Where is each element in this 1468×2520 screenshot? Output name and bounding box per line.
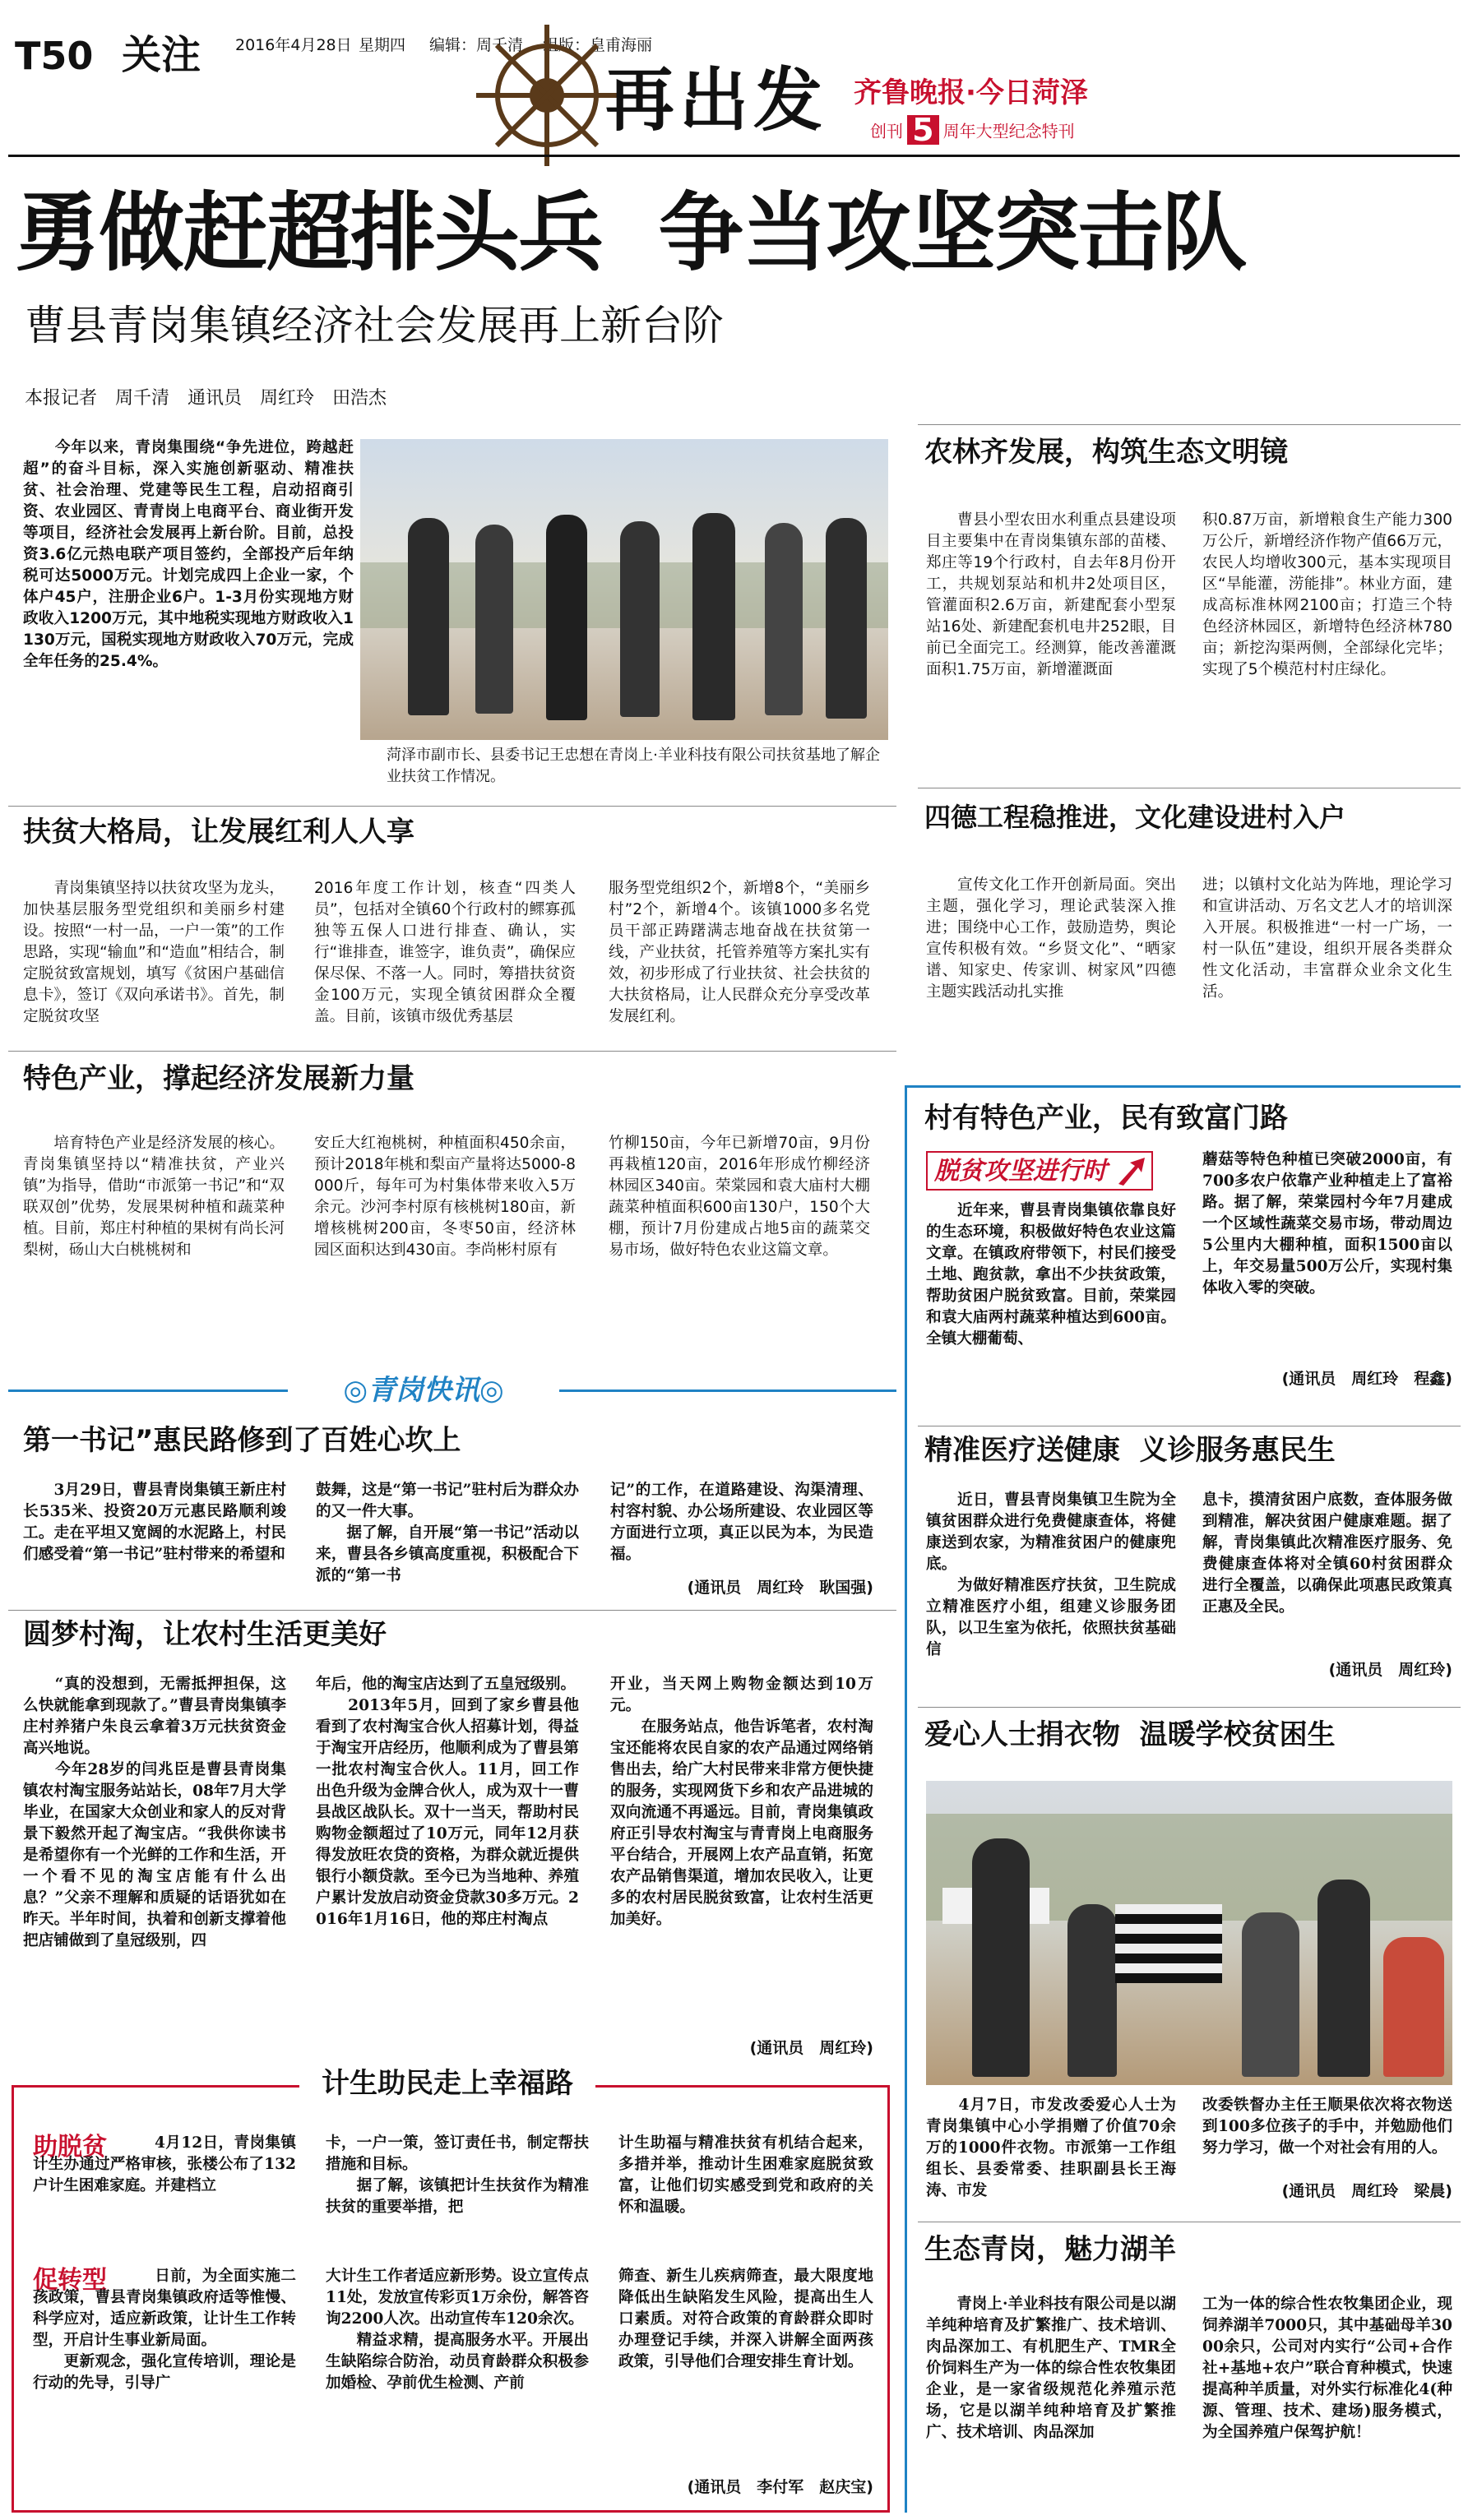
nonglin-col2: 积0.87万亩，新增粮食生产能力300万公斤，新增经济作物产值66万元，农民人均增收300元，基本实现项目区“旱能灌，涝能排”。林业方面，建成高标准林网2100亩；打造三个特色经济林园区，新增特色经济林780亩；新挖沟渠两侧，全部绿化完毕；实现了5个模范村村庄绿化。 — [1202, 511, 1452, 678]
side-col1: 宣传文化工作开创新局面。突出主题，强化学习，理论武装深入推进；围绕中心工作，鼓励造势，舆论宣传积极有效。“乡贤文化”、“晒家谱、知家史、传家训、树家风”四德主题实践活动扎实推 — [926, 876, 1176, 1001]
shuji-col1: 3月29日，曹县青岗集镇王新庄村长535米、投资20万元惠民路顺利竣工。走在平坦又宽阔的水泥路上，村民们感受着“第一书记”驻村带来的希望和 — [23, 1482, 286, 1563]
taobao-title: 圆梦村淘，让农村生活更美好 — [23, 1618, 387, 1651]
shuji-credit: (通讯员 周红玲 耿国强) — [687, 1579, 873, 1597]
fupin-col2: 2016年度工作计划，核查“四类人员”，包括对全镇60个行政村的鳏寡孤独等五保人口进行排查、确认，实行“谁排查，谁签字，谁负责”，确保应保尽保、不落一人。同时，筹措扶贫资金100万元，实现全镇贫困群众全覆盖。目前，该镇市级优秀基层 — [314, 880, 576, 1025]
aixin-title: 爱心人士捐衣物 温暖学校贫困生 — [924, 1718, 1336, 1751]
jisheng-credit: (通讯员 李付军 赵庆宝) — [687, 2478, 873, 2496]
nonglin-col1: 曹县小型农田水利重点县建设项目主要集中在青岗集镇东部的苗楼、郑庄等19个行政村，自去年8月份开工，共规划泵站和机井2处项目区，管灌面积2.6万亩，新建配套小型泵站16处、新建配套机电井252眼，目前已全面完工。经测算，能改善灌溉面积1.75万亩，新增灌溉面 — [926, 511, 1176, 678]
jisheng-sub2-c2: 大计生工作者适应新形势。设立宣传点11处，发放宣传彩页1万余份，解答咨询2200人次。出动宣传车120余次。 精益求精，提高服务水平。开展出生缺陷综合防治，动员育龄群众积极参加婚检、孕前优生检测、产前 — [326, 2268, 589, 2392]
byline: 本报记者 周千清 通讯员 周红玲 田浩杰 — [25, 388, 387, 409]
tese-rule — [8, 1051, 896, 1052]
anniv-left: 创刊 — [870, 121, 903, 141]
jisheng-sub1: 助脱贫 — [33, 2133, 107, 2162]
anniv-right: 周年大型纪念特刊 — [942, 121, 1075, 141]
tese-col1: 培育特色产业是经济发展的核心。青岗集镇坚持以“精准扶贫，产业兴镇”为指导，借助“市派第一书记”和“双联双创”优势，发展果树种植和蔬菜种植。目前，郑庄村种植的果树有尚长河梨树，砀山大白桃桃树和 — [23, 1135, 285, 1259]
shuji-col3: 记”的工作，在道路建设、沟渠清理、村容村貌、办公场所建设、农业园区等方面进行立项，真正以民为本，为民造福。 — [610, 1482, 873, 1563]
fupin-col1: 青岗集镇坚持以扶贫攻坚为龙头，加快基层服务型党组织和美丽乡村建设。按照“一村一品，一户一策”的工作思路，实现“输血”和“造血”相结合，制定脱贫致富规划，填写《贫困户基础信息卡》，签订《双向承诺书》。首先，制定脱贫攻坚 — [23, 880, 285, 1025]
jisheng-sub2-c1: 日前，为全面实施二孩政策，曹县青岗集镇政府适等惟慢、科学应对，适应新政策，让计生工作转型，开启计生事业新局面。 更新观念，强化宣传培训，理论是行动的先导，引导广 — [33, 2268, 296, 2392]
tuopin-badge — [926, 1151, 1153, 1191]
sub-headline: 曹县青岗集镇经济社会发展再上新台阶 — [25, 302, 724, 349]
fupin-title: 扶贫大格局，让发展红利人人享 — [23, 816, 414, 848]
lead-photo — [360, 439, 888, 740]
aixin-credit: (通讯员 周红玲 梁晨) — [1281, 2182, 1452, 2200]
kuaixun-line-right — [559, 1389, 896, 1392]
jisheng-title: 计生助民走上幸福路 — [299, 2065, 595, 2102]
lead-text: 今年以来，青岗集围绕“争先进位，跨越赶超”的奋斗目标，深入实施创新驱动、精准扶贫、社会治理、党建等民生工程，启动招商引资、农业园区、青青岗上电商平台、商业街开发等项目，经济社会发展再上新台阶。目前，总投资3.6亿元热电联产项目签约，全部投产后年纳税可达5000万元。计划完成四上企业一家，个体户45户，注册企业6户。1-3月份实现地方财政收入1200万元，其中地税实现地方财政收入1130万元，国税实现地方财政收入70万元，完成全年任务的25.4%。 — [23, 439, 354, 670]
yiliao-credit: (通讯员 周红玲) — [1328, 1661, 1452, 1679]
minfu-col2: 蘑菇等特色种植已突破2000亩，有700多农户依靠产业种植走上了富裕路。据了解，荣棠园村今年7月建成一个区域性蔬菜交易市场，带动周边5公里内大棚种植，面积1500亩以上，年交易量500万公斤，实现村集体收入零的突破。 — [1202, 1151, 1452, 1297]
fupin-col3: 服务型党组织2个，新增8个，“美丽乡村”2个，新增4个。该镇1000多名党员干部正踌躇满志地奋战在扶贫第一线，产业扶贫，托管养殖等方案扎实有效，初步形成了行业扶贫、社会扶贫的大扶贫格局，让人民群众充分享受改革发展红利。 — [609, 880, 870, 1025]
masthead-rule — [8, 155, 1460, 157]
side-title: 四德工程稳推进，文化建设进村入户 — [924, 802, 1346, 833]
anniv-number: 5 — [907, 115, 938, 145]
taobao-rule — [8, 1610, 896, 1611]
minfu-title: 村有特色产业，民有致富门路 — [924, 1102, 1288, 1135]
tese-col2: 安丘大红袍桃树，种植面积450余亩，预计2018年桃和梨亩产量将达5000-8000斤，每年可为村集体带来收入5万余元。沙河李村原有核桃树180亩，新增核桃树200亩，冬枣50亩，经济林园区面积达到430亩。李尚彬村原有 — [314, 1135, 576, 1259]
side-col2: 进；以镇村文化站为阵地，理论学习和宣讲活动、万名文艺人才的培训深入开展。积极推进“一村一广场，一村一队伍”建设，组织开展各类群众性文化活动，丰富群众业余文化生活。 — [1202, 876, 1452, 1001]
shengtai-col2: 工为一体的综合性农牧集团企业，现饲养湖羊7000只，其中基础母羊3000余只，公司对内实行“公司+合作社+基地+农户”联合育种模式，快速提高种羊质量，对外实行标准化4(种源、管理、技术、建场)服务模式，为全国养殖户保驾护航！ — [1202, 2296, 1452, 2441]
yiliao-col1: 近日，曹县青岗集镇卫生院为全镇贫困群众进行免费健康查体，将健康送到农家，为精准贫困户的健康兜底。 为做好精准医疗扶贫，卫生院成立精准医疗小组，组建义诊服务团队，以卫生室为依托，依照扶贫基础信 — [926, 1491, 1176, 1658]
rising-arrow-icon — [1115, 1156, 1148, 1187]
main-headline: 勇做赶超排头兵 争当攻坚突击队 — [15, 183, 1246, 283]
minfu-col1: 近年来，曹县青岗集镇依靠良好的生态环境，积极做好特色农业这篇文章。在镇政府带领下，村民们接受土地、跑贫款，拿出不少扶贫政策，帮助贫困户脱贫致富。目前，荣棠园和袁大庙两村蔬菜种植达到600亩。全镇大棚葡萄、 — [926, 1202, 1176, 1348]
shengtai-col1: 青岗上·羊业科技有限公司是以湖羊纯种培育及扩繁推广、技术培训、肉品深加工、有机肥生产、TMR全价饲料生产为一体的综合性农牧集团企业，是一家省级规范化养殖示范场，它是以湖羊纯种培育及扩繁推广、技术培训、肉品深加 — [926, 2296, 1176, 2441]
shengtai-title: 生态青岗，魅力湖羊 — [924, 2233, 1176, 2266]
jisheng-sub2-c3: 筛查、新生儿疾病筛查，最大限度地降低出生缺陷发生风险，提高出生人口素质。对符合政策的育龄群众即时办理登记手续，并深入讲解全面两孩政策，引导他们合理安排生育计划。 — [618, 2268, 873, 2370]
nonglin-rule — [918, 424, 1461, 425]
page-number: T50 — [15, 34, 94, 78]
paper-name: 齐鲁晚报·今日菏泽 — [854, 76, 1088, 109]
nonglin-title: 农林齐发展，构筑生态文明镜 — [924, 436, 1288, 469]
kuaixun-line-left — [8, 1389, 288, 1392]
kuaixun-label: ◎青岗快讯◎ — [343, 1374, 504, 1407]
layout-credit: 组版：皇甫海丽 — [543, 36, 653, 54]
taobao-col1: “真的没想到，无需抵押担保，这么快就能拿到现款了。”曹县青岗集镇李庄村养猪户朱良云拿着3万元扶贫资金高兴地说。 今年28岁的闫兆臣是曹县青岗集镇农村淘宝服务站站长，08年7月大学毕业，在国家大众创业和家人的反对背景下毅然开起了淘宝店。“我供你读书是希望你有一个光鲜的工作和生活，开一个看不见的淘宝店能有什么出息？”父亲不理解和质疑的话语犹如在昨天。半年时间，执着和创新支撑着他把店铺做到了皇冠级别，四 — [23, 1676, 286, 1949]
yiliao-title: 精准医疗送健康 义诊服务惠民生 — [924, 1434, 1336, 1467]
taobao-credit: (通讯员 周红玲) — [749, 2039, 873, 2057]
tuopin-badge-text: 脱贫攻坚进行时 — [934, 1157, 1107, 1186]
right-frame-top — [905, 1085, 1461, 1088]
editor-credit: 编辑：周千清 — [429, 36, 524, 54]
aixin-col2: 改委铁督办主任王顺果依次将衣物送到100多位孩子的手中，并勉励他们努力学习，做一个对社会有用的人。 — [1202, 2097, 1452, 2157]
tese-title: 特色产业，撑起经济发展新力量 — [23, 1062, 414, 1095]
shuji-col2: 鼓舞，这是“第一书记”驻村后为群众办的又一件大事。 据了解，自开展“第一书记”活动以来，曹县各乡镇高度重视，积极配合下派的“第一书 — [316, 1482, 579, 1584]
taobao-col2: 年后，他的淘宝店达到了五皇冠级别。 2013年5月，回到了家乡曹县他看到了农村淘宝合伙人招募计划，得益于淘宝开店经历，他顺利成为了曹县第一批农村淘宝合伙人。11月，回工作出色升级为金牌合伙人，成为双十一曹县战区战队长。双十一当天，帮助村民购物金额超过了10万元，同年12月获得发放旺农贷的资格，为群众就近提供银行小额贷款。至今已为当地种、养殖户累计发放启动资金贷款30多万元。2016年1月16日，他的郑庄村淘点 — [316, 1676, 579, 1928]
jisheng-sub1-c1: 4月12日，青岗集镇计生办通过严格审核，张楼公布了132户计生困难家庭。并建档立 — [33, 2134, 296, 2194]
minfu-credit: (通讯员 周红玲 程鑫) — [1281, 1370, 1452, 1388]
lead-photo-caption: 菏泽市副市长、县委书记王忠想在青岗上·羊业科技有限公司扶贫基地了解企业扶贫工作情况。 — [387, 747, 880, 785]
yiliao-col2: 息卡，摸清贫困户底数，查体服务做到精准，解决贫困户健康难题。据了解，青岗集镇此次精准医疗服务、免费健康查体将对全镇60村贫困群众进行全覆盖，以确保此项惠民政策真正惠及全民。 — [1202, 1491, 1452, 1616]
jisheng-sub1-c2: 卡，一户一策，签订责任书，制定帮扶措施和目标。 据了解，该镇把计生扶贫作为精准扶贫的重要举措，把 — [326, 2134, 589, 2216]
taobao-col3: 开业，当天网上购物金额达到10万元。 在服务站点，他告诉笔者，农村淘宝还能将农民自家的农产品通过网络销售出去，给广大村民带来非常方便快捷的服务，实现网货下乡和农产品进城的双向流通不再遥远。目前，青岗集镇政府正引导农村淘宝与青青岗上电商服务平台结合，开展网上农产品直销，拓宽农产品销售渠道，增加农民收入，让更多的农村居民脱贫致富，让农村生活更加美好。 — [610, 1676, 873, 1928]
jisheng-sub1-c3: 计生助福与精准扶贫有机结合起来，多措并举，推动计生困难家庭脱贫致富，让他们切实感受到党和政府的关怀和温暖。 — [618, 2134, 873, 2216]
right-frame-left — [905, 1085, 907, 2513]
tese-col3: 竹柳150亩，今年已新增70亩，9月份再栽植120亩，2016年形成竹柳经济林园区340亩。荣棠园和袁大庙村大棚蔬菜种植面积600亩130户，150个大棚，预计7月份建成占地5亩的蔬菜交易市场，做好特色农业这篇文章。 — [609, 1135, 870, 1259]
issue-weekday: 星期四 — [359, 36, 406, 54]
anniversary-tag — [870, 112, 1075, 148]
banner-title: 再出发 — [605, 59, 828, 141]
fupin-rule — [8, 806, 896, 807]
issue-date: 2016年4月28日 — [235, 36, 352, 54]
jisheng-sub2: 促转型 — [33, 2266, 107, 2295]
aixin-photo — [926, 1781, 1452, 2085]
aixin-col1: 4月7日，市发改委爱心人士为青岗集镇中心小学捐赠了价值70余万的1000件衣物。市派第一工作组组长、县委常委、挂职副县长王海涛、市发 — [926, 2097, 1176, 2199]
shuji-title: 第一书记”惠民路修到了百姓心坎上 — [23, 1424, 461, 1457]
aixin-rule — [918, 1707, 1461, 1708]
section-label: 关注 — [122, 32, 201, 78]
